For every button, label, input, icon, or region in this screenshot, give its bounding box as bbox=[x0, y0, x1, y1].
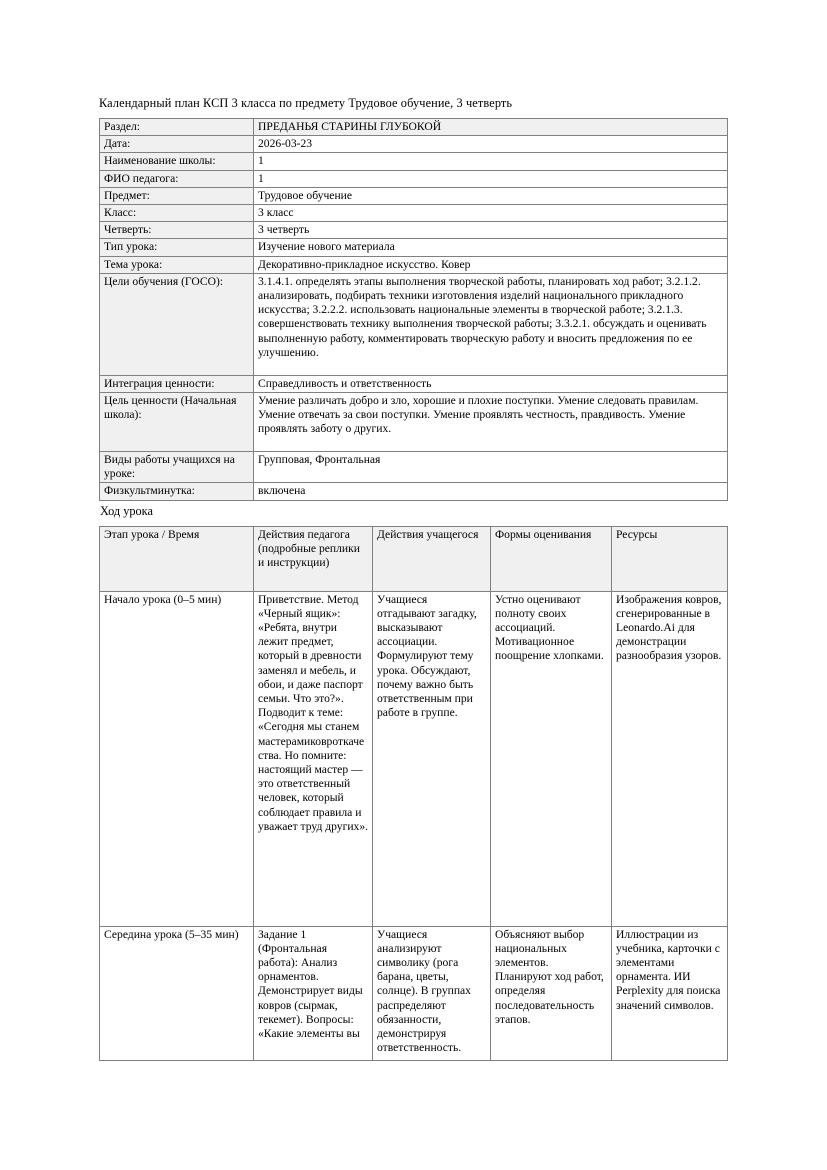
cell-teacher-actions: Задание 1 (Фронтальная работа): Анализ орнаментов. Демонстрирует виды ковров (сырмак, текемет). Вопросы: «Какие элементы вы bbox=[254, 926, 373, 1060]
info-label-learning-goals: Цели обучения (ГОСО): bbox=[100, 273, 254, 375]
cell-student-actions: Учащиеся анализируют символику (рога барана, цветы, солнце). В группах распределяют обязанности, демонстрируя ответственность. bbox=[373, 926, 491, 1060]
info-label-subject: Предмет: bbox=[100, 187, 254, 204]
info-value-subject: Трудовое обучение bbox=[254, 187, 728, 204]
table-row-section bbox=[100, 119, 728, 136]
cell-stage: Начало урока (0–5 мин) bbox=[100, 591, 254, 926]
table-row-school bbox=[100, 153, 728, 170]
info-value-grade: 3 класс bbox=[254, 205, 728, 222]
cell-assessment-forms: Устно оценивают полноту своих ассоциаций. Мотивационное поощрение хлопками. bbox=[491, 591, 612, 926]
info-value-topic: Декоративно-прикладное искусство. Ковер bbox=[254, 256, 728, 273]
info-label-date: Дата: bbox=[100, 136, 254, 153]
cell-teacher-actions: Приветствие. Метод «Черный ящик»: «Ребята, внутри лежит предмет, который в древности заменял и мебель, и обои, и даже паспорт семьи. Что это?». Подводит к теме: «Сегодня мы станем мастерамиковроткачества. Но помните: настоящий мастер — это ответственный человек, который соблюдает правила и уважает труд других». bbox=[254, 591, 373, 926]
table-row-learning-goals bbox=[100, 273, 728, 375]
table-row-lesson-type bbox=[100, 239, 728, 256]
info-label-topic: Тема урока: bbox=[100, 256, 254, 273]
info-value-section: ПРЕДАНЬЯ СТАРИНЫ ГЛУБОКОЙ bbox=[254, 119, 728, 136]
table-row-quarter bbox=[100, 222, 728, 239]
info-label-value-integration: Интеграция ценности: bbox=[100, 375, 254, 392]
info-value-date: 2026-03-23 bbox=[254, 136, 728, 153]
table-row-work-types bbox=[100, 452, 728, 483]
info-value-work-types: Групповая, Фронтальная bbox=[254, 452, 728, 483]
cell-assessment-forms: Объясняют выбор национальных элементов. Планируют ход работ, определяя последовательность этапов. bbox=[491, 926, 612, 1060]
info-value-teacher: 1 bbox=[254, 170, 728, 187]
page-title: Календарный план КСП 3 класса по предмету Трудовое обучение, 3 четверть bbox=[99, 96, 513, 110]
cell-student-actions: Учащиеся отгадывают загадку, высказывают ассоциации. Формулируют тему урока. Обсуждают, почему важно быть ответственным при работе в группе. bbox=[373, 591, 491, 926]
table-row-grade bbox=[100, 205, 728, 222]
lesson-flow-table bbox=[99, 526, 728, 1061]
table-row-teacher bbox=[100, 170, 728, 187]
info-label-section: Раздел: bbox=[100, 119, 254, 136]
cell-resources: Изображения ковров, сгенерированные в Leonardo.Ai для демонстрации разнообразия узоров. bbox=[612, 591, 728, 926]
info-label-physical-break: Физкультминутка: bbox=[100, 483, 254, 500]
info-value-value-goal: Умение различать добро и зло, хорошие и плохие поступки. Умение следовать правилам. Умение отвечать за свои поступки. Умение проявлять честность, правдивость. Умение проявлять заботу о других. bbox=[254, 393, 728, 452]
col-header-student-actions: Действия учащегося bbox=[373, 526, 491, 591]
lesson-info-body bbox=[100, 119, 728, 501]
col-header-resources: Ресурсы bbox=[612, 526, 728, 591]
table-header-row bbox=[100, 526, 728, 591]
info-value-quarter: 3 четверть bbox=[254, 222, 728, 239]
info-label-grade: Класс: bbox=[100, 205, 254, 222]
info-value-value-integration: Справедливость и ответственность bbox=[254, 375, 728, 392]
info-value-lesson-type: Изучение нового материала bbox=[254, 239, 728, 256]
table-row-topic bbox=[100, 256, 728, 273]
flow-heading: Ход урока bbox=[100, 503, 153, 518]
info-value-physical-break: включена bbox=[254, 483, 728, 500]
table-row-value-goal bbox=[100, 393, 728, 452]
col-header-stage: Этап урока / Время bbox=[100, 526, 254, 591]
table-row bbox=[100, 591, 728, 926]
cell-stage: Середина урока (5–35 мин) bbox=[100, 926, 254, 1060]
table-row-date bbox=[100, 136, 728, 153]
lesson-flow-body bbox=[100, 591, 728, 1060]
table-row-subject bbox=[100, 187, 728, 204]
col-header-assessment-forms: Формы оценивания bbox=[491, 526, 612, 591]
info-label-teacher: ФИО педагога: bbox=[100, 170, 254, 187]
info-value-school: 1 bbox=[254, 153, 728, 170]
info-label-quarter: Четверть: bbox=[100, 222, 254, 239]
table-row-value-integration bbox=[100, 375, 728, 392]
info-label-lesson-type: Тип урока: bbox=[100, 239, 254, 256]
info-label-value-goal: Цель ценности (Начальная школа): bbox=[100, 393, 254, 452]
lesson-info-table bbox=[99, 118, 728, 501]
table-row bbox=[100, 926, 728, 1060]
table-row-physical-break bbox=[100, 483, 728, 500]
info-label-school: Наименование школы: bbox=[100, 153, 254, 170]
cell-resources: Иллюстрации из учебника, карточки с элементами орнамента. ИИ Perplexity для поиска значений символов. bbox=[612, 926, 728, 1060]
info-value-learning-goals: 3.1.4.1. определять этапы выполнения творческой работы, планировать ход работ; 3.2.1.2. анализировать, подбирать техники изготовления изделий национального прикладного искусства; 3.2.2.2. использовать национальные элементы в творческой работе; 3.2.1.3. совершенствовать технику выполнения творческой работы; 3.3.2.1. обсуждать и оценивать выполненную работу, комментировать творческую работу и вносить предложения по ее улучшению. bbox=[254, 273, 728, 375]
col-header-teacher-actions: Действия педагога (подробные реплики и инструкции) bbox=[254, 526, 373, 591]
lesson-flow-header bbox=[100, 526, 728, 591]
info-label-work-types: Виды работы учащихся на уроке: bbox=[100, 452, 254, 483]
